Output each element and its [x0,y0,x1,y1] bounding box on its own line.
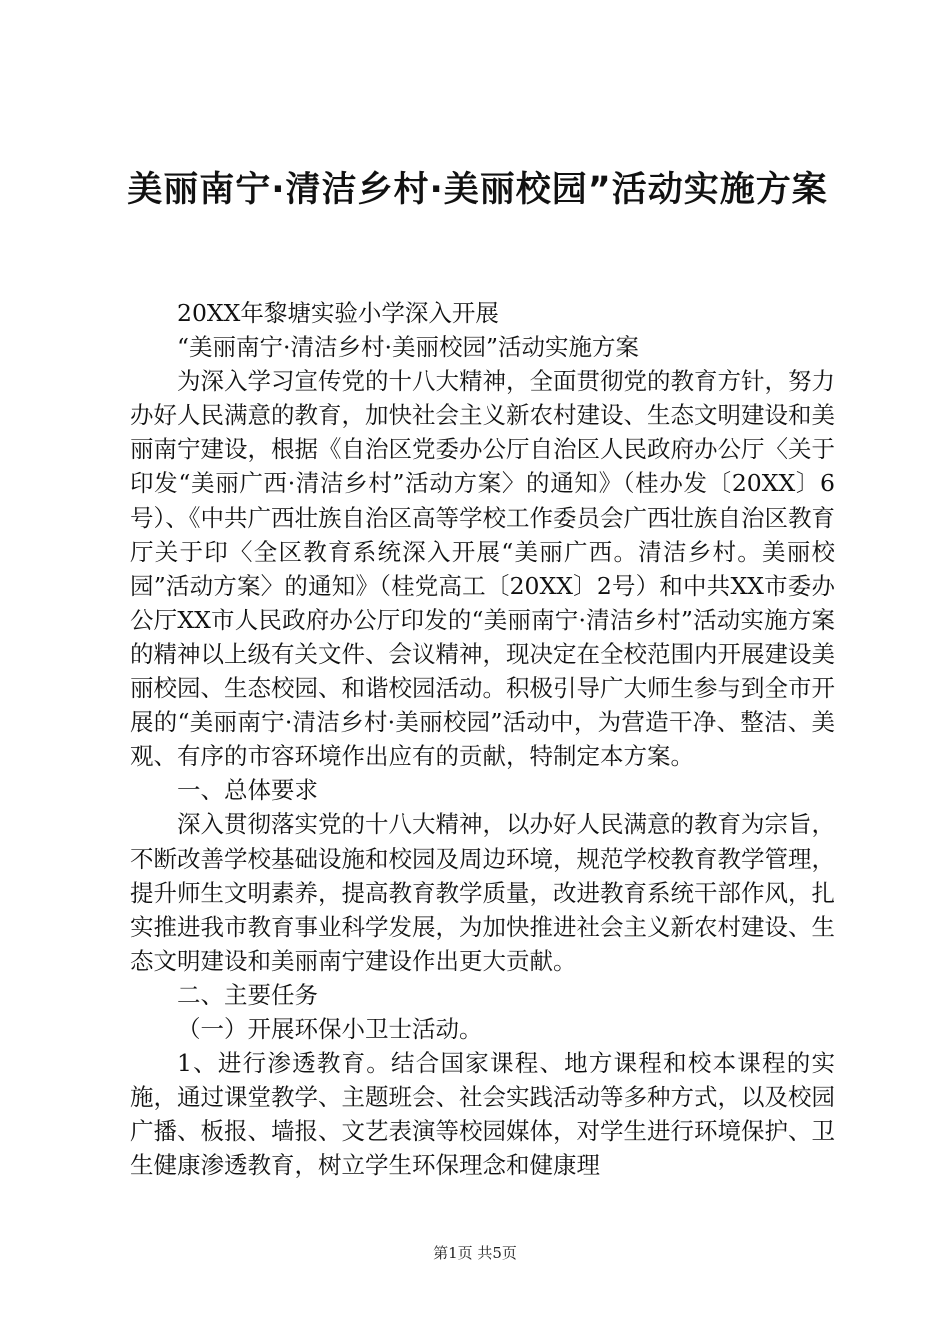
paragraph-infiltration-education: 1、进行渗透教育。结合国家课程、地方课程和校本课程的实施，通过课堂教学、主题班会、社会实践活动等多种方式，以及校园广播、板报、墙报、文艺表演等校园媒体，对学生进行环境保护、卫生健康渗透教育，树立学生环保理念和健康理 [130,1049,835,1180]
paragraph-preamble: 为深入学习宣传党的十八大精神，全面贯彻党的教育方针，努力办好人民满意的教育，加快社会主义新农村建设、生态文明建设和美丽南宁建设，根据《自治区党委办公厅自治区人民政府办公厅〈关于印发“美丽广西·清洁乡村”活动方案〉的通知》（桂办发〔20XX〕6号）、《中共广西壮族自治区高等学校工作委员会广西壮族自治区教育厅关于印〈全区教育系统深入开展“美丽广西。清洁乡村。美丽校园”活动方案〉的通知》（桂党高工〔20XX〕2号）和中共XX市委办公厅XX市人民政府办公厅印发的“美丽南宁·清洁乡村”活动实施方案的精神以上级有关文件、会议精神，现决定在全校范围内开展建设美丽校园、生态校园、和谐校园活动。积极引导广大师生参与到全市开展的“美丽南宁·清洁乡村·美丽校园”活动中，为营造干净、整洁、美观、有序的市容环境作出应有的贡献，特制定本方案。 [130,367,835,771]
paragraph-general-requirements: 深入贯彻落实党的十八大精神，以办好人民满意的教育为宗旨，不断改善学校基础设施和校园及周边环境，规范学校教育教学管理，提升师生文明素养，提高教育教学质量，改进教育系统干部作风，扎实推进我市教育事业科学发展，为加快推进社会主义新农村建设、生态文明建设和美丽南宁建设作出更大贡献。 [130,810,835,975]
subsection-heading-eco-guardian: （一）开展环保小卫士活动。 [177,1014,483,1043]
page-footer: 第1页 共5页 [433,1244,517,1262]
section-heading-main-tasks: 二、主要任务 [177,980,318,1009]
document-title: 美丽南宁·清洁乡村·美丽校园”活动实施方案 [127,170,828,210]
document-body [130,296,835,1182]
intro-line-plan-name: “美丽南宁·清洁乡村·美丽校园”活动实施方案 [177,333,639,362]
section-heading-general-requirements: 一、总体要求 [177,776,318,805]
intro-line-school: 20XX年黎塘实验小学深入开展 [177,299,499,327]
